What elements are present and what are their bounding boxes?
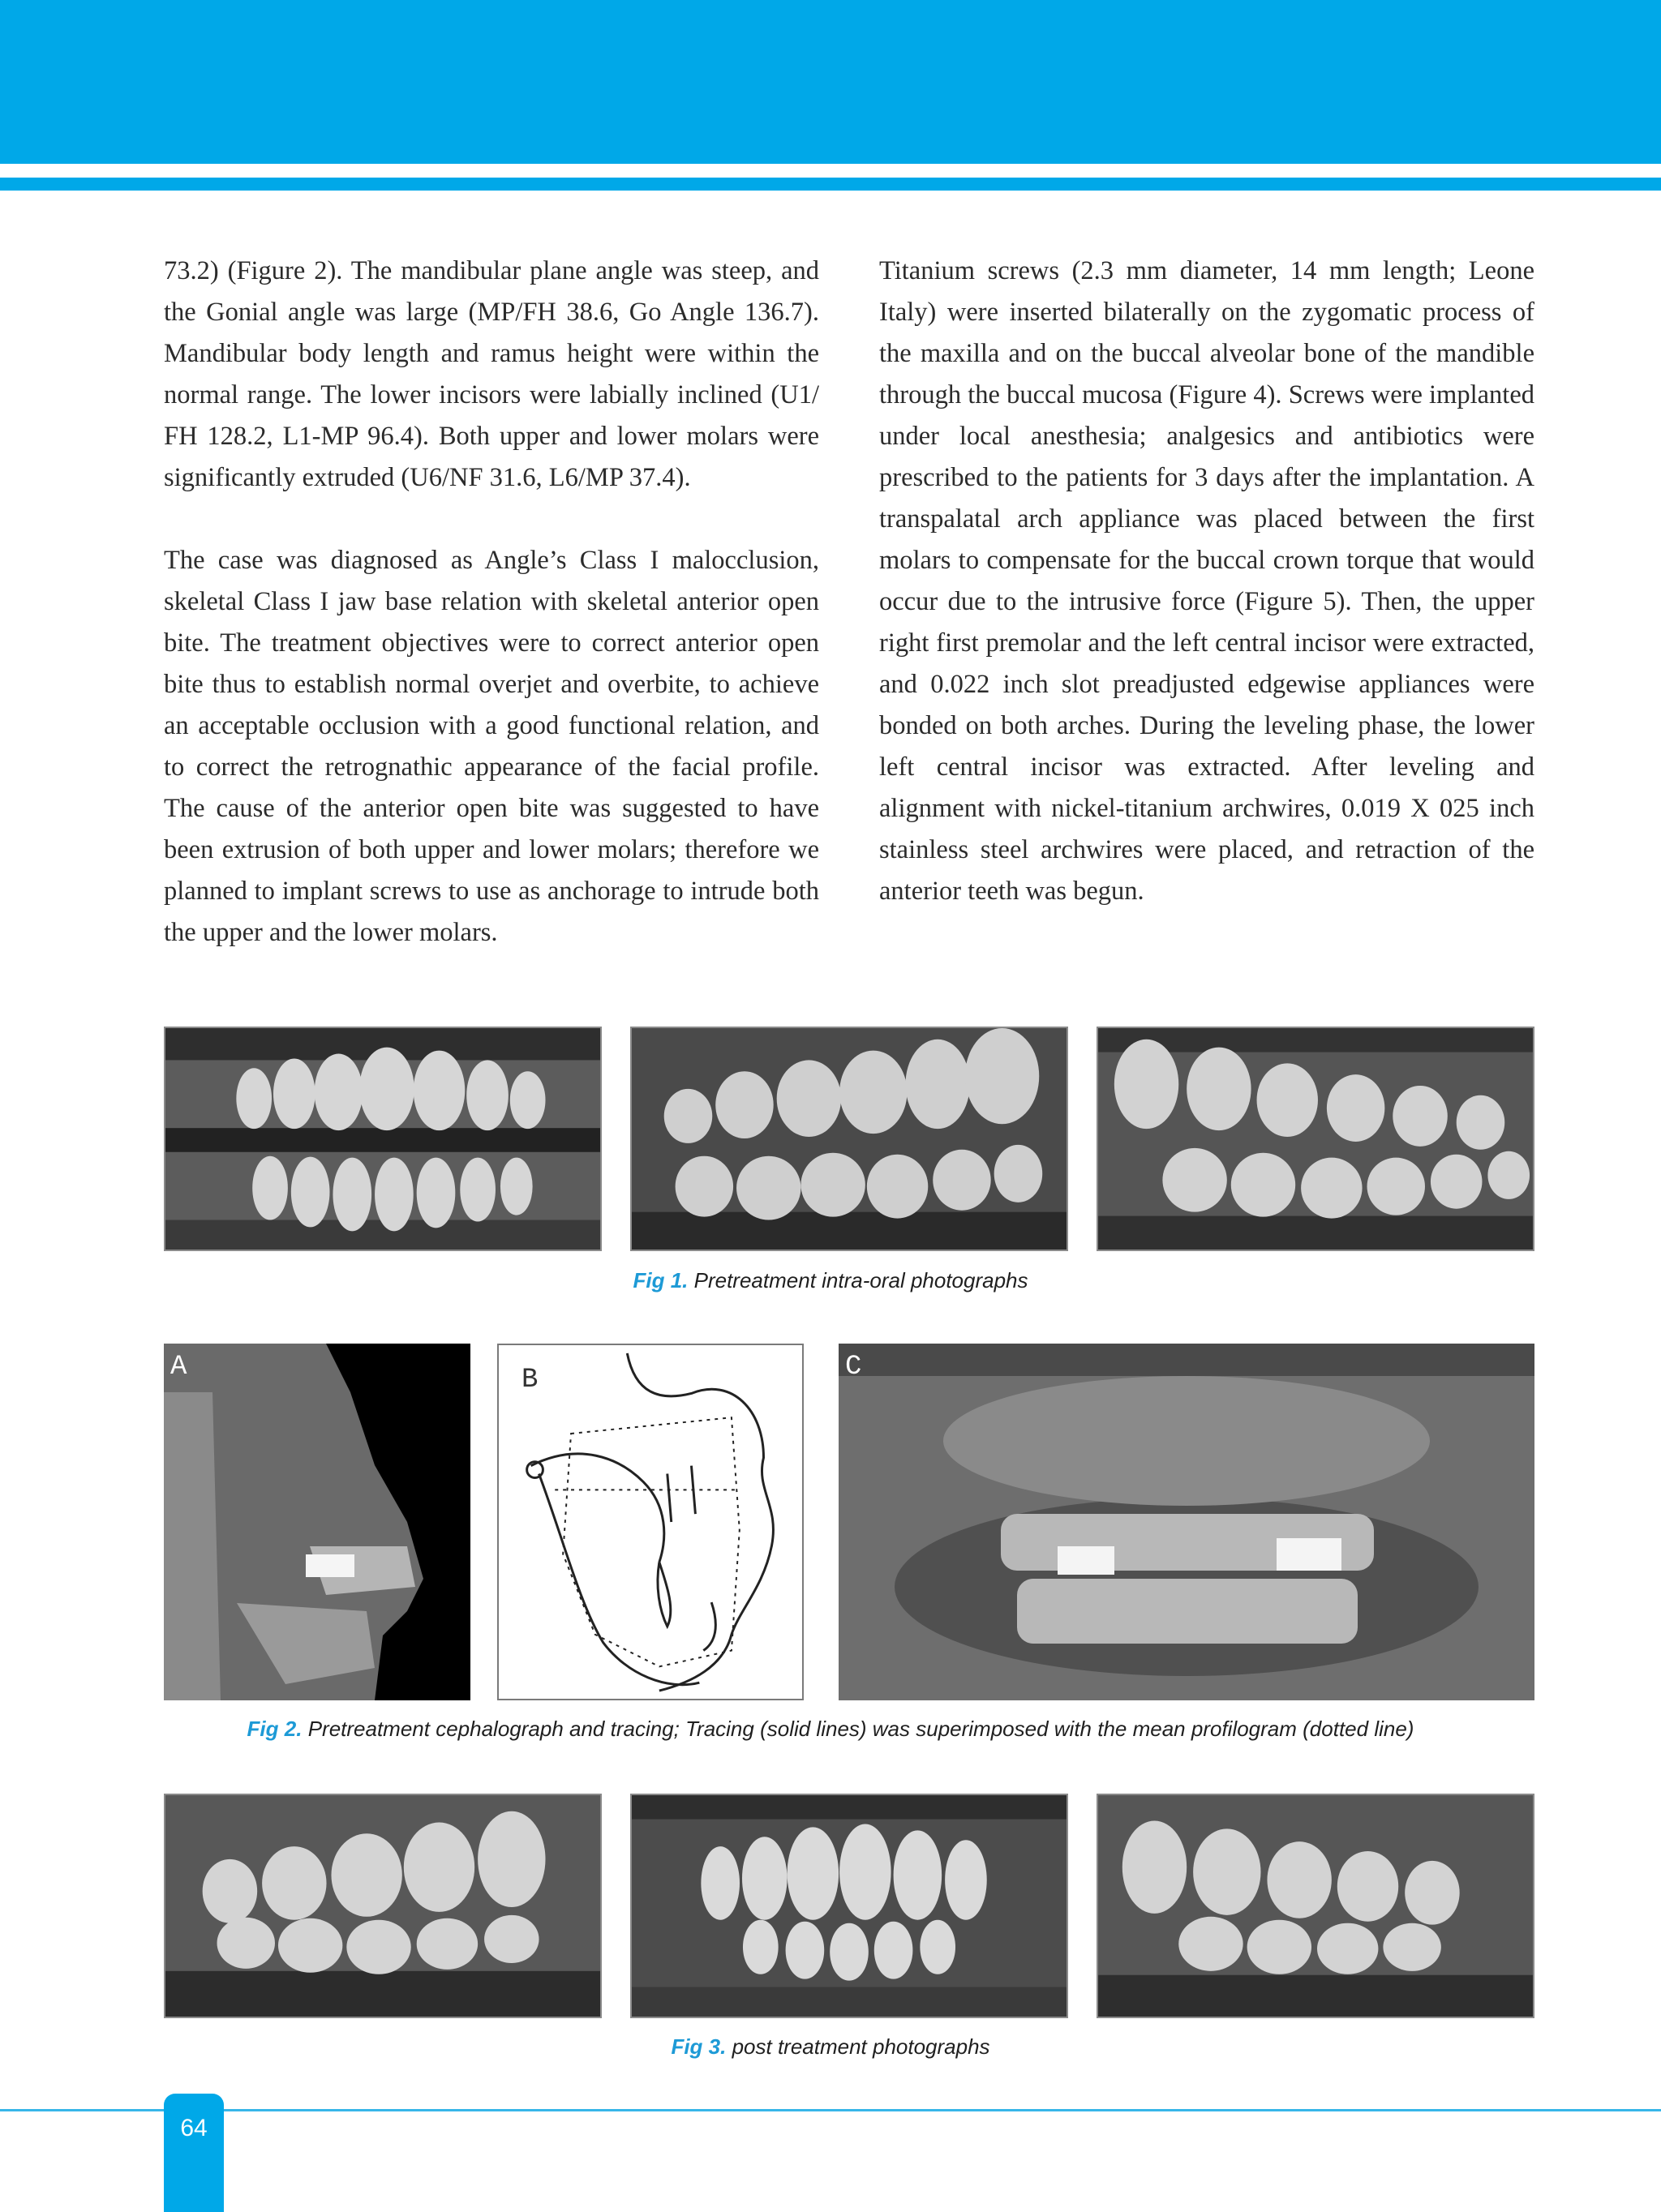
figure-2-caption xyxy=(0,1717,1661,1742)
panel-c-label: C xyxy=(845,1352,862,1382)
footer-rule xyxy=(0,2109,1661,2111)
page-number-tab xyxy=(164,2094,224,2212)
left-paragraph-1: 73.2) (Figure 2). The mandibular plane angle was steep, and the Gonial angle was large (MP/FH 38.6, Go Angle 136.7). Mandibular body length and ramus height were within the normal range. The lower incisors were labially inclined (U1/ FH 128.2, L1-MP 96.4). Both upper and lower molars were significantly extruded (U6/NF 31.6, L6/MP 37.4). xyxy=(164,256,819,492)
left-paragraph-2: The case was diagnosed as Angle’s Class I malocclusion, skeletal Class I jaw base relation with skeletal anterior open bite. The treatment objectives were to correct anterior open bite thus to establish normal overjet and overbite, to achieve an acceptable occlusion with a good functional relation, and to correct the retrognathic appearance of the facial profile. The cause of the anterior open bite was suggested to have been extrusion of both upper and lower molars; therefore we planned to implant screws to use as anchorage to intrude both the upper and the lower molars. xyxy=(164,546,819,947)
panel-b-label: B xyxy=(521,1365,539,1395)
cephalometric-tracing-diagram xyxy=(497,1344,804,1700)
posttreatment-right-lateral-photo xyxy=(164,1794,602,2018)
figure-2-label: Fig 2. xyxy=(247,1717,303,1741)
posttreatment-frontal-photo xyxy=(630,1794,1068,2018)
intraoral-frontal-photo xyxy=(164,1027,602,1251)
intraoral-right-lateral-photo xyxy=(630,1027,1068,1251)
header-stripe xyxy=(0,178,1661,191)
page-number: 64 xyxy=(180,2115,208,2141)
figure-3-caption xyxy=(0,2034,1661,2060)
header-band xyxy=(0,0,1661,164)
panel-a-label: A xyxy=(170,1352,187,1382)
right-text-column xyxy=(879,251,1534,912)
cephalograph-image xyxy=(164,1344,470,1700)
posttreatment-left-lateral-photo xyxy=(1097,1794,1534,2018)
figure-3-label: Fig 3. xyxy=(671,2034,727,2059)
figure-3-caption-text: post treatment photographs xyxy=(732,2034,990,2059)
panoramic-radiograph-image xyxy=(839,1344,1534,1700)
figure-1-label: Fig 1. xyxy=(633,1268,689,1292)
left-text-column xyxy=(164,251,819,954)
figure-1-caption xyxy=(0,1268,1661,1293)
right-paragraph-1: Titanium screws (2.3 mm diameter, 14 mm length; Leone Italy) were inserted bilaterally on the zygomatic process of the maxilla and on the buccal alveolar bone of the mandible through the buccal mucosa (Figure 4). Screws were implanted under local anesthesia; analgesics and antibiotics were prescribed to the patients for 3 days after the implantation. A transpalatal arch appliance was placed between the first molars to compensate for the buccal crown torque that would occur due to the intrusive force (Figure 5). Then, the upper right first premolar and the left central incisor were extracted, and 0.022 inch slot preadjusted edgewise appliances were bonded on both arches. During the leveling phase, the lower left central incisor was extracted. After leveling and alignment with nickel-titanium archwires, 0.019 X 025 inch stainless steel archwires were placed, and retraction of the anterior teeth was begun. xyxy=(879,256,1534,906)
intraoral-left-lateral-photo xyxy=(1097,1027,1534,1251)
figure-2-caption-text: Pretreatment cephalograph and tracing; Tracing (solid lines) was superimposed with the mean profilogram (dotted line) xyxy=(307,1717,1414,1741)
figure-1-caption-text: Pretreatment intra-oral photographs xyxy=(693,1268,1028,1292)
